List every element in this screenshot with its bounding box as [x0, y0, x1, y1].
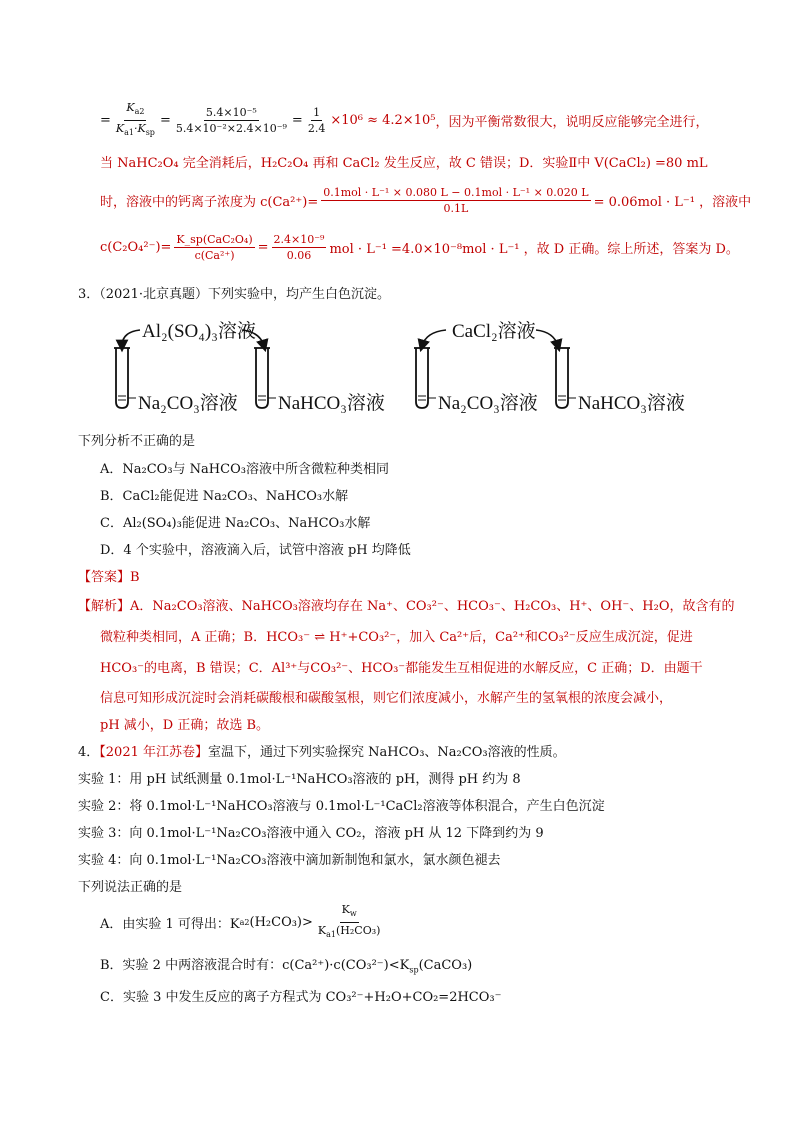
question-4-ask: 下列说法正确的是: [78, 880, 183, 895]
fraction-numeric: $\frac{\text{5.4×10⁻⁵}}{\text{5.4×10⁻²×2.4×10⁻⁹}}$: [175, 105, 287, 135]
q4-option-c: C．实验 3 中发生反应的离子方程式为 CO₃²⁻+H₂O+CO₂=2HCO₃⁻: [100, 990, 502, 1005]
q4-option-b: B．实验 2 中两溶液混合时有：$c(Ca^{2+})\cdot c(CO_3^{2-})<K_{sp}(CaCO_3)$: [100, 958, 473, 975]
ksp-over-ca-fraction: $\frac{\text{K\_sp(CaC₂O₄)}}{\text{c(Ca²⁺)}}$: [176, 232, 253, 262]
test-tube-2-icon: [254, 348, 270, 408]
question-3-ask: 下列分析不正确的是: [78, 434, 196, 449]
test-tube-4-icon: [554, 348, 570, 408]
equals-sign: =: [291, 112, 303, 128]
reagent-label-left: Al₂(SO₄)₃溶液: [142, 321, 256, 342]
analysis-line-4: 信息可知形成沉淀时会消耗碳酸根和碳酸氢根，则它们浓度减小，水解产生的氢氧根的浓度会减小，: [100, 691, 673, 706]
arrow-right-a-icon: [422, 330, 446, 346]
analysis-line-2: 微粒种类相同，A 正确；B．HCO₃⁻ ⇌ H⁺+CO₃²⁻，加入 Ca²⁺后，Ca²⁺和CO₃²⁻反应生成沉淀，促进: [100, 630, 693, 645]
answer-value: B: [130, 570, 140, 585]
numeric-fraction: $\frac{\text{2.4×10⁻⁹}}{0.06}$: [273, 232, 325, 262]
analysis-line-3: HCO₃⁻的电离，B 错误；C．Al³⁺与CO₃²⁻、HCO₃⁻都能发生互相促进的水解反应，C 正确；D．由题干: [100, 661, 703, 676]
option-d: D．4 个实验中，溶液滴入后，试管中溶液 pH 均降低: [100, 543, 411, 558]
tube-label-1: Na₂CO₃溶液: [138, 393, 238, 414]
test-tube-1-icon: [114, 348, 130, 408]
calc-line-1: [100, 101, 709, 137]
experiment-2: 实验 2：将 0.1mol·L⁻¹NaHCO₃溶液与 0.1mol·L⁻¹CaCl₂溶液等体积混合，产生白色沉淀: [78, 799, 605, 814]
question-4-stem: 4．【2021 年江苏卷】室温下，通过下列实验探究 NaHCO₃、Na₂CO₃溶液的性质。: [78, 745, 566, 760]
calc-line-1-tail: ×10⁶ ≈ 4.2×10⁵: [330, 112, 436, 128]
tube-label-4: NaHCO₃溶液: [578, 393, 685, 414]
tube-label-3: Na₂CO₃溶液: [438, 393, 538, 414]
calc-line-2: 当 NaHC₂O₄ 完全消耗后，H₂C₂O₄ 再和 CaCl₂ 发生反应，故 C 错误；D．实验Ⅱ中 V(CaCl₂) =80 mL: [100, 156, 708, 171]
question-3-stem: 3．（2021·北京真题）下列实验中，均产生白色沉淀。: [78, 287, 390, 302]
experiment-3: 实验 3：向 0.1mol·L⁻¹Na₂CO₃溶液中通入 CO₂，溶液 pH 从 12 下降到约为 9: [78, 826, 544, 841]
option-c: C．Al₂(SO₄)₃能促进 Na₂CO₃、NaHCO₃水解: [100, 516, 371, 531]
arrow-left-a-icon: [122, 330, 140, 346]
analysis-line-1: 【解析】A．Na₂CO₃溶液、NaHCO₃溶液均存在 Na⁺、CO₃²⁻、HCO₃⁻、H₂CO₃、H⁺、OH⁻、H₂O，故含有的: [78, 599, 735, 614]
experiment-4: 实验 4：向 0.1mol·L⁻¹Na₂CO₃溶液中滴加新制饱和氯水，氯水颜色褪去: [78, 853, 501, 868]
test-tube-3-icon: [414, 348, 430, 408]
equals-sign: =: [159, 112, 171, 128]
option-a: A．Na₂CO₃与 NaHCO₃溶液中所含微粒种类相同: [100, 462, 389, 477]
fraction-ka2-over-ka1ksp: $\frac{K_{a2}}{K_{a1}\cdot K_{sp}}$: [115, 101, 155, 137]
calc-line-1-text: ，因为平衡常数很大，说明反应能够完全进行，: [435, 114, 709, 130]
fraction-one-over: $\frac{1}{2.4}$: [307, 105, 326, 135]
equals-sign: =: [100, 112, 111, 128]
analysis-tag: 【解析】: [78, 599, 131, 614]
calc-line-3: 时，溶液中的钙离子浓度为 c(Ca²⁺)= $\frac{\text{0.1mol · L⁻¹ × 0.080 L − 0.1mol · L⁻¹ × 0.020 L}}{0.1L}$ = 0.06mol · L⁻¹ ，溶液中: [100, 185, 752, 215]
ca-concentration-fraction: $\frac{\text{0.1mol · L⁻¹ × 0.080 L − 0.1mol · L⁻¹ × 0.020 L}}{0.1L}$: [323, 185, 589, 215]
kw-over-ka1-fraction: $\frac{K_w}{K_{a1}(H_2CO_3)}$: [317, 903, 381, 939]
answer-line: [78, 566, 140, 585]
reagent-label-right: CaCl₂溶液: [452, 321, 536, 342]
arrow-right-b-icon: [536, 330, 558, 346]
tube-label-2: NaHCO₃溶液: [278, 393, 385, 414]
answer-tag: 【答案】: [78, 570, 131, 585]
option-b: B．CaCl₂能促进 Na₂CO₃、NaHCO₃水解: [100, 489, 349, 504]
experiment-1: 实验 1：用 pH 试纸测量 0.1mol·L⁻¹NaHCO₃溶液的 pH，测得 pH 约为 8: [78, 772, 521, 787]
analysis-line-5: pH 减小，D 正确；故选 B。: [100, 718, 270, 733]
q4-option-a: A．由实验 1 可得出：K a2 (H₂CO₃)> $\frac{K_w}{K_{a1}(H_2CO_3)}$: [100, 903, 381, 939]
source-tag: 【2021 年江苏卷】: [99, 745, 208, 760]
calc-line-4: c(C₂O₄²⁻)= $\frac{\text{K\_sp(CaC₂O₄)}}{\text{c(Ca²⁺)}}$ = $\frac{\text{2.4×10⁻⁹}}{0.06}$ mol · L⁻¹ =4.0×10⁻⁸mol · L⁻¹ ，故 D 正确。综上所述，答案为 D。: [100, 232, 739, 262]
